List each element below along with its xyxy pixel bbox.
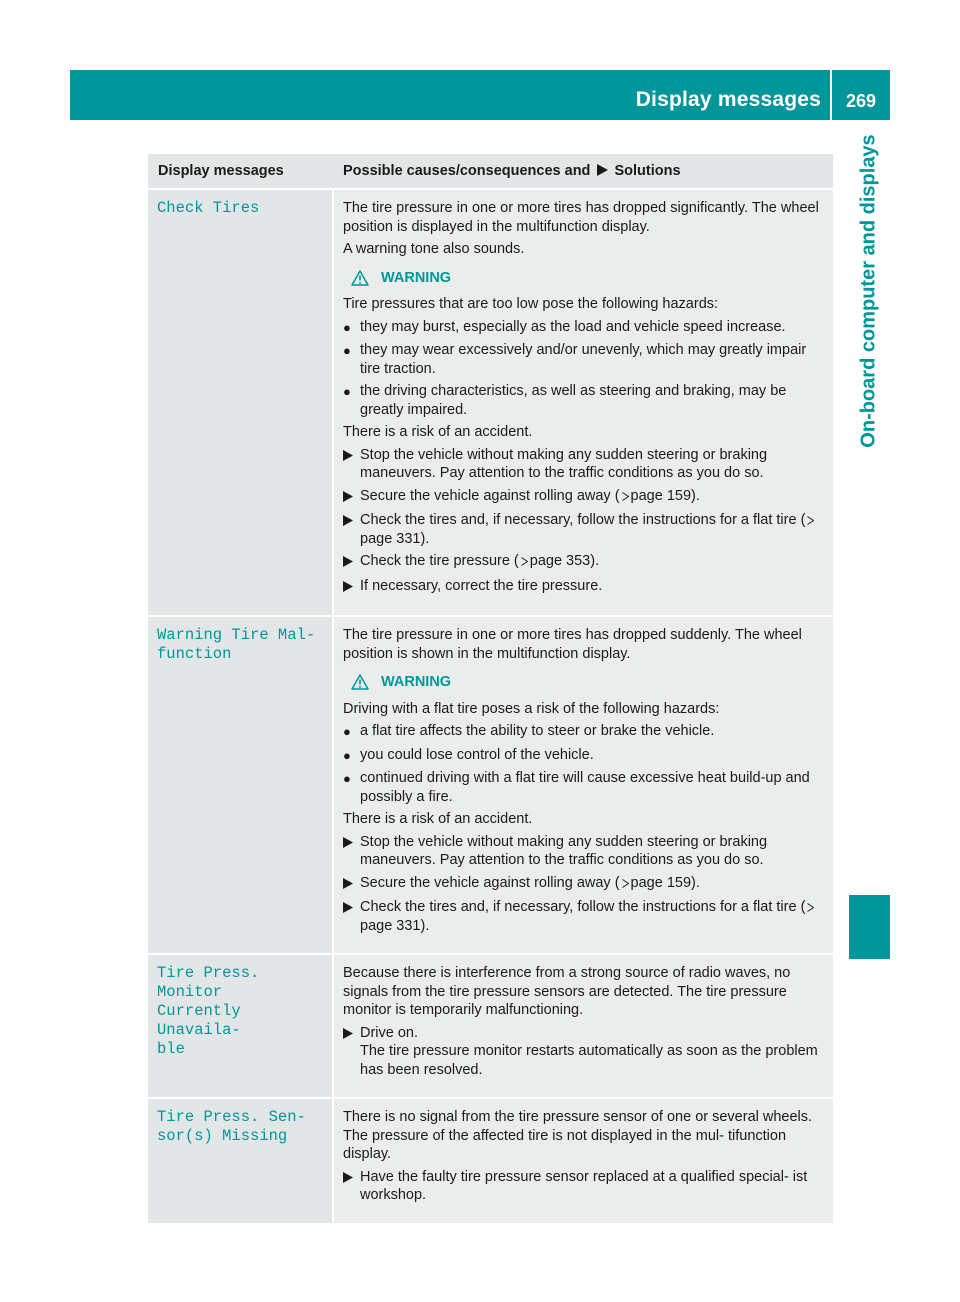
step-text-end: ). bbox=[420, 530, 430, 547]
warning-triangle-icon bbox=[351, 674, 369, 690]
step-content bbox=[360, 577, 602, 598]
step-marker bbox=[343, 898, 360, 935]
step-marker bbox=[343, 446, 360, 483]
solution-step bbox=[343, 552, 827, 573]
page-number: 269 bbox=[845, 91, 877, 111]
page-reference-text[interactable]: page 353 bbox=[529, 553, 591, 569]
arrow-right-icon bbox=[343, 837, 353, 848]
arrow-right-icon bbox=[343, 878, 353, 889]
hazard-item bbox=[343, 382, 827, 419]
section-side-tab bbox=[849, 125, 890, 1283]
page-ref-arrow-icon bbox=[807, 903, 814, 912]
step-content bbox=[360, 833, 827, 870]
solution-step bbox=[343, 487, 827, 508]
hazard-text: the driving characteristics, as well as steering and braking, may be greatly impaired. bbox=[360, 383, 787, 418]
solution-step bbox=[343, 874, 827, 895]
page-ref-arrow-icon bbox=[622, 492, 629, 501]
step-text-end: ). bbox=[691, 487, 700, 504]
step-text-end: ). bbox=[691, 874, 700, 891]
arrow-right-icon bbox=[343, 491, 353, 502]
message-cell bbox=[148, 955, 334, 1097]
hazard-text: you could lose control of the vehicle. bbox=[360, 746, 594, 763]
hazard-item bbox=[343, 318, 827, 338]
step-marker bbox=[343, 1168, 360, 1205]
page-reference-text[interactable]: page 159 bbox=[630, 487, 692, 504]
page-ref-arrow-icon bbox=[807, 516, 814, 525]
section-marker bbox=[849, 895, 890, 959]
step-content bbox=[360, 1168, 827, 1205]
display-messages-table bbox=[148, 154, 833, 1223]
step-marker bbox=[343, 577, 360, 598]
step-text-end: ). bbox=[590, 553, 600, 569]
step-text: Have the faulty tire pressure sensor replaced at a qualified special‐ ist workshop. bbox=[360, 1168, 808, 1203]
risk-text: There is a risk of an accident. bbox=[343, 424, 533, 440]
step-text: Check the tires and, if necessary, follow the instructions for a flat tire ( bbox=[360, 899, 806, 915]
page-header bbox=[70, 70, 890, 120]
bullet-icon: ● bbox=[343, 724, 351, 739]
cause-text: Because there is interference from a strong source of radio waves, no signals from the tire pressure sensors are detected. The tire pressure monitor is temporarily malfunctioning. bbox=[343, 965, 791, 1018]
solution-step bbox=[343, 1024, 827, 1080]
step-text: Secure the vehicle against rolling away ( bbox=[360, 874, 620, 891]
step-marker bbox=[343, 1024, 360, 1080]
solution-step bbox=[343, 1168, 827, 1205]
solution-step bbox=[343, 898, 827, 935]
arrow-right-icon bbox=[343, 1028, 353, 1039]
page-reference-text[interactable]: page 331 bbox=[360, 917, 421, 934]
step-content bbox=[360, 1024, 827, 1080]
bullet-icon: ● bbox=[343, 319, 351, 335]
step-text: Stop the vehicle without making any sudden steering or braking maneuvers. Pay attention to the traffic conditions as you do so. bbox=[360, 833, 768, 868]
step-text: Check the tires and, if necessary, follow the instructions for a flat tire ( bbox=[360, 512, 806, 528]
message-cell bbox=[148, 190, 334, 615]
hazard-item bbox=[343, 341, 827, 378]
arrow-right-icon bbox=[343, 902, 353, 913]
solution-step bbox=[343, 511, 827, 548]
column-header-messages: Display messages bbox=[158, 163, 284, 179]
arrow-right-icon bbox=[343, 556, 353, 567]
step-content bbox=[360, 552, 599, 573]
step-marker bbox=[343, 511, 360, 548]
cause-text: A warning tone also sounds. bbox=[343, 241, 525, 257]
step-text: Drive on. The tire pressure monitor restarts automatically as soon as the problem has been resolved. bbox=[360, 1024, 818, 1078]
risk-text: There is a risk of an accident. bbox=[343, 811, 533, 827]
solution-step bbox=[343, 833, 827, 870]
display-message: Tire Press. Sen‐ sor(s) Missing bbox=[157, 1108, 306, 1145]
cause-text: The tire pressure in one or more tires has dropped significantly. The wheel position is displayed in the multifunction display. bbox=[343, 200, 819, 235]
arrow-right-icon bbox=[343, 1172, 353, 1183]
page-ref-arrow-icon bbox=[521, 557, 528, 566]
table-row bbox=[148, 188, 833, 615]
solution-cell bbox=[334, 1099, 833, 1223]
bullet-icon: ● bbox=[343, 384, 351, 399]
hazard-item bbox=[343, 722, 827, 742]
bullet-icon: ● bbox=[343, 343, 351, 358]
arrow-right-icon bbox=[343, 450, 353, 461]
page-reference-text[interactable]: page 159 bbox=[630, 874, 692, 891]
step-content bbox=[360, 898, 827, 935]
step-text: Secure the vehicle against rolling away ( bbox=[360, 487, 620, 504]
warning-text: WARNING bbox=[381, 674, 452, 690]
page-reference[interactable] bbox=[519, 553, 590, 569]
hazard-text: they may wear excessively and/or unevenly, which may greatly impair tire traction. bbox=[360, 342, 807, 377]
page-ref-arrow-icon bbox=[622, 879, 629, 888]
step-text-end: ). bbox=[420, 917, 430, 934]
cause-text: There is no signal from the tire pressure sensor of one or several wheels. The pressure of the affected tire is not displayed in the mul‐ tifunction display. bbox=[343, 1109, 813, 1162]
step-content bbox=[360, 446, 827, 483]
step-content bbox=[360, 874, 700, 895]
solution-cell bbox=[334, 617, 833, 953]
hazard-item bbox=[343, 746, 827, 766]
section-label: On-board computer and displays bbox=[857, 134, 880, 448]
hazard-text: a flat tire affects the ability to steer or brake the vehicle. bbox=[360, 723, 715, 739]
bullet-icon: ● bbox=[343, 747, 351, 763]
hazard-item bbox=[343, 769, 827, 806]
page-reference-text[interactable]: page 331 bbox=[360, 530, 421, 547]
page-reference[interactable] bbox=[620, 488, 691, 504]
step-marker bbox=[343, 487, 360, 508]
step-content bbox=[360, 511, 827, 548]
message-cell bbox=[148, 617, 334, 953]
step-content bbox=[360, 487, 700, 508]
message-cell bbox=[148, 1099, 334, 1223]
bullet-icon: ● bbox=[343, 771, 351, 786]
column-header-solutions-text: Solutions bbox=[614, 163, 681, 179]
display-message: Tire Press. Monitor Currently Unavaila‐ ble bbox=[157, 964, 260, 1058]
warning-text: WARNING bbox=[381, 269, 452, 286]
table-row bbox=[148, 953, 833, 1097]
hazard-text: continued driving with a flat tire will cause excessive heat build-up and possibly a fire. bbox=[360, 770, 810, 805]
step-marker bbox=[343, 874, 360, 895]
arrow-right-icon bbox=[597, 164, 608, 176]
step-text: If necessary, correct the tire pressure. bbox=[360, 577, 603, 594]
step-marker bbox=[343, 833, 360, 870]
arrow-right-icon bbox=[343, 581, 353, 592]
solution-step bbox=[343, 577, 827, 598]
solution-step bbox=[343, 446, 827, 483]
page-reference[interactable] bbox=[620, 875, 691, 891]
warning-label bbox=[351, 269, 827, 288]
cause-text: The tire pressure in one or more tires has dropped suddenly. The wheel position is shown in the multifunction display. bbox=[343, 627, 802, 662]
table-header bbox=[148, 154, 833, 188]
hazard-intro: Driving with a flat tire poses a risk of the following hazards: bbox=[343, 700, 720, 717]
column-header-causes-text: Possible causes/consequences and bbox=[343, 163, 591, 179]
solution-cell bbox=[334, 955, 833, 1097]
display-message: Warning Tire Mal‐ function bbox=[157, 626, 316, 663]
warning-label bbox=[351, 673, 827, 692]
warning-triangle-icon bbox=[351, 270, 369, 286]
step-text: Check the tire pressure ( bbox=[360, 553, 519, 569]
table-body bbox=[148, 188, 833, 1223]
header-title: Display messages bbox=[635, 88, 821, 111]
column-header-causes bbox=[334, 154, 833, 188]
hazard-intro: Tire pressures that are too low pose the following hazards: bbox=[343, 296, 719, 312]
table-row bbox=[148, 615, 833, 953]
hazard-text: they may burst, especially as the load and vehicle speed increase. bbox=[360, 318, 786, 335]
step-text: Stop the vehicle without making any sudden steering or braking maneuvers. Pay attention to the traffic conditions as you do so. bbox=[360, 446, 768, 481]
solution-cell bbox=[334, 190, 833, 615]
table-row bbox=[148, 1097, 833, 1223]
display-message: Check Tires bbox=[157, 199, 260, 217]
arrow-right-icon bbox=[343, 515, 353, 526]
step-marker bbox=[343, 552, 360, 573]
